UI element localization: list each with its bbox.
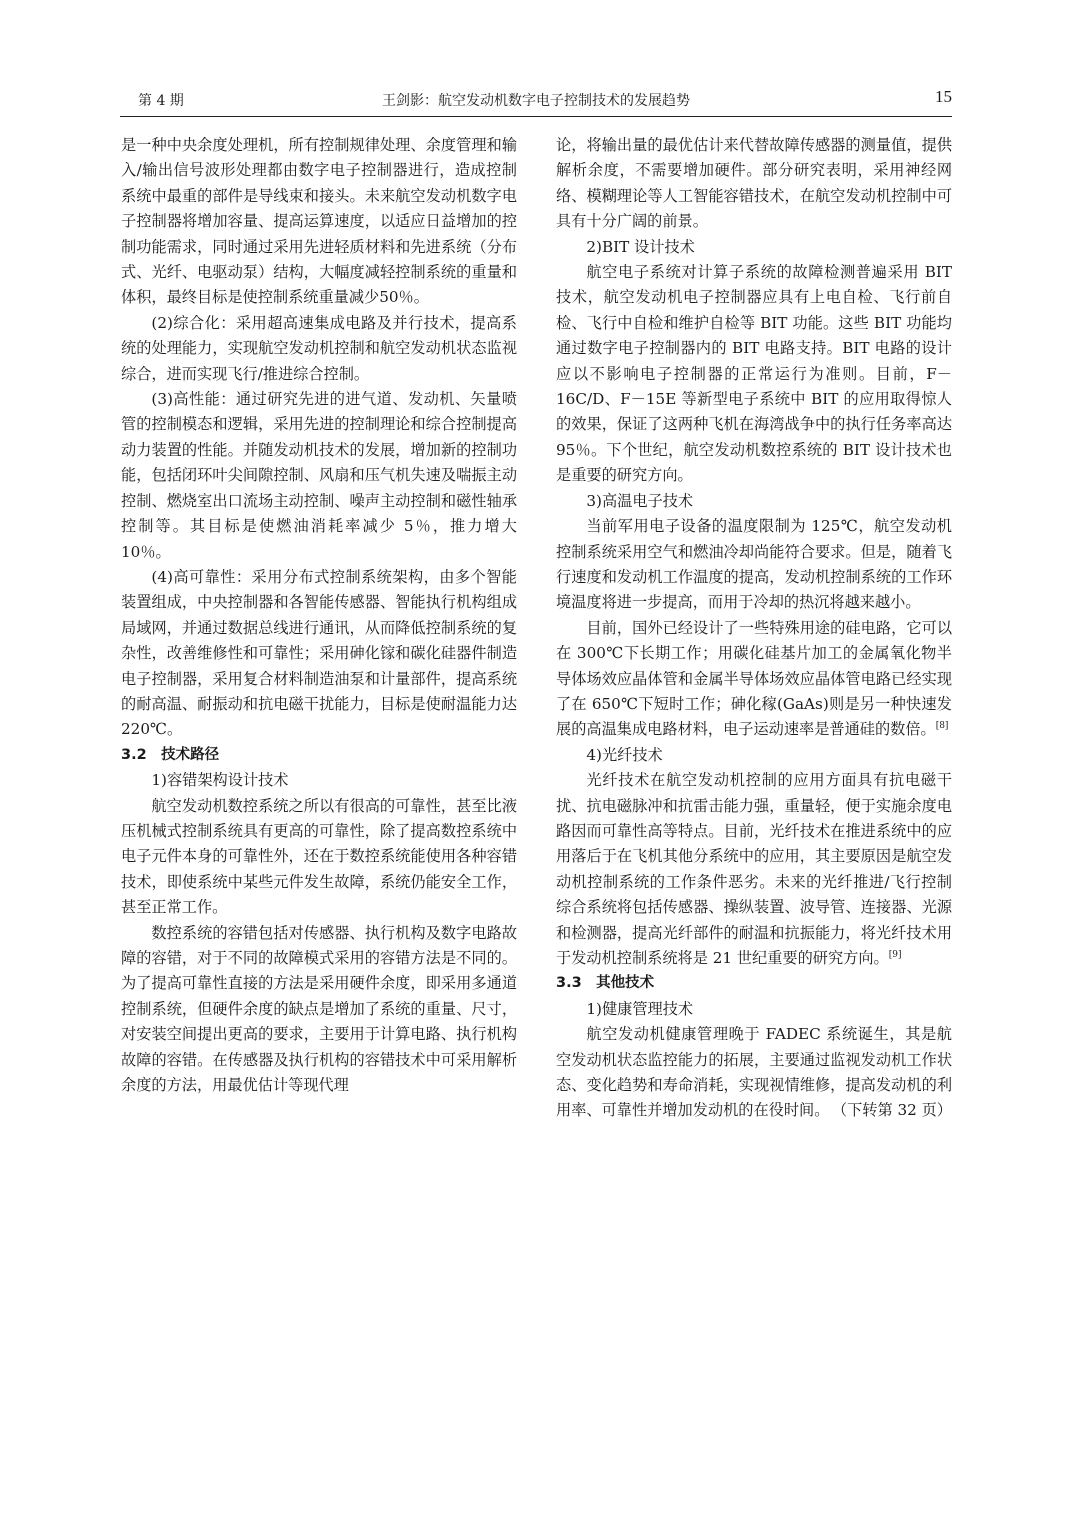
paragraph: (3)高性能：通过研究先进的进气道、发动机、矢量喷管的控制模态和逻辑，采用先进的控制理论和综合控制提高动力装置的性能。并随发动机技术的发展，增加新的控制功能，包括闭环叶尖间隙控制、风扇和压气机失速及喘振主动控制、燃烧室出口流场主动控制、噪声主动控制和磁性轴承控制等。其目标是使燃油消耗率减少 5％，推力增大 10％。	[121, 390, 517, 561]
issue-label: 第 4 期	[138, 93, 184, 109]
paragraph: (2)综合化：采用超高速集成电路及并行技术，提高系统的处理能力，实现航空发动机控制和航空发动机状态监视综合，进而实现飞行/推进综合控制。	[121, 313, 517, 383]
running-header	[120, 88, 952, 114]
subsection-heading: 4)光纤技术	[586, 745, 663, 764]
page-number: 15	[935, 87, 952, 106]
paragraph: 数控系统的容错包括对传感器、执行机构及数字电路故障的容错，对于不同的故障模式采用的容错方法是不同的。为了提高可靠性直接的方法是采用硬件余度，即采用多通道控制系统，但硬件余度的缺点是增加了系统的重量、尺寸，对安装空间提出更高的要求，主要用于计算电路、执行机构故障的容错。在传感器及执行机构的容错技术中可采用解析余度的方法，用最优估计等现代理	[121, 923, 517, 1095]
subsection-heading: 1)健康管理技术	[586, 999, 694, 1018]
header-rule	[120, 116, 952, 117]
subsection-heading: 1)容错架构设计技术	[151, 771, 289, 790]
paragraph	[556, 768, 952, 971]
paragraph: 航空发动机健康管理晚于 FADEC 系统诞生，其是航空发动机状态监控能力的拓展，主要通过监视发动机工作状态、变化趋势和寿命消耗，实现视情维修，提高发动机的利用率、可靠性并增加发动机的在役时间。	[556, 1025, 952, 1120]
paragraph-text: 目前，国外已经设计了一些特殊用途的硅电路，它可以在 300℃下长期工作；用碳化硅基片加工的金属氧化物半导体场效应晶体管和金属半导体场效应晶体管电路已经实现了在 650℃下短时工作；砷化稼(GaAs)则是另一种快速发展的高温集成电路材料，电子运动速率是普通硅的数倍。	[556, 618, 952, 739]
paragraph: 当前军用电子设备的温度限制为 125℃，航空发动机控制系统采用空气和燃油冷却尚能符合要求。但是，随着飞行速度和发动机工作温度的提高，发动机控制系统的工作环境温度将进一步提高，而用于冷却的热沉将越来越小。	[556, 517, 952, 612]
subsection-heading: 2)BIT 设计技术	[586, 237, 695, 256]
citation-ref: [8]	[935, 721, 949, 732]
paragraph: 是一种中央余度处理机，所有控制规律处理、余度管理和输入/输出信号波形处理都由数字电子控制器进行，造成控制系统中最重的部件是导线束和接头。未来航空发动机数字电子控制器将增加容量、提高运算速度，以适应日益增加的控制功能需求，同时通过采用先进轻质材料和先进系统（分布式、光纤、电驱动泵）结构，大幅度减轻控制系统的重量和体积，最终目标是使控制系统重量减少50％。	[121, 136, 517, 307]
right-column	[556, 133, 952, 1124]
section-heading-3-3: 3.3 其他技术	[556, 975, 655, 992]
paragraph: 航空电子系统对计算子系统的故障检测普遍采用 BIT 技术，航空发动机电子控制器应具有上电自检、飞行前自检、飞行中自检和维护自检等 BIT 功能。这些 BIT 功能均通过数字电子控制器内的 BIT 电路支持。BIT 电路的设计应以不影响电子控制器的正常运行为准则。目前，F－16C/D、F－15E 等新型电子系统中 BIT 的应用取得惊人的效果，保证了这两种飞机在海湾战争中的执行任务率高达 95％。下个世纪，航空发动机数控系统的 BIT 设计技术也是重要的研究方向。	[556, 263, 952, 485]
paragraph: 论，将输出量的最优估计来代替故障传感器的测量值，提供解析余度，不需要增加硬件。部分研究表明，采用神经网络、模糊理论等人工智能容错技术，在航空发动机控制中可具有十分广阔的前景。	[556, 136, 952, 231]
running-title: 王剑影：航空发动机数字电子控制技术的发展趋势	[382, 93, 690, 109]
paragraph: (4)高可靠性：采用分布式控制系统架构，由多个智能装置组成，中央控制器和各智能传感器、智能执行机构组成局域网，并通过数据总线进行通讯，从而降低控制系统的复杂性，改善维修性和可靠性；采用砷化镓和碳化硅器件制造电子控制器，采用复合材料制造油泵和计量部件，提高系统的耐高温、耐振动和抗电磁干扰能力，目标是使耐温能力达 220℃。	[121, 567, 517, 739]
paragraph-text: 光纤技术在航空发动机控制的应用方面具有抗电磁干扰、抗电磁脉冲和抗雷击能力强，重量轻，便于实施余度电路因而可靠性高等特点。目前，光纤技术在推进系统中的应用落后于在飞机其他分系统中的应用，其主要原因是航空发动机控制系统的工作条件恶劣。未来的光纤推进/飞行控制综合系统将包括传感器、操纵装置、波导管、连接器、光源和检测器，提高光纤部件的耐温和抗振能力，将光纤技术用于发动机控制系统将是 21 世纪重要的研究方向。	[556, 771, 952, 967]
section-heading-3-2: 3.2 技术路径	[121, 746, 220, 763]
citation-ref: [9]	[888, 949, 902, 960]
left-column	[121, 133, 517, 1098]
continued-note: （下转第 32 页）	[831, 1101, 952, 1120]
paragraph: 航空发动机数控系统之所以有很高的可靠性，甚至比液压机械式控制系统具有更高的可靠性，除了提高数控系统中电子元件本身的可靠性外，还在于数控系统能使用各种容错技术，即使系统中某些元件发生故障，系统仍能安全工作，甚至正常工作。	[121, 796, 517, 917]
paragraph	[556, 616, 952, 743]
subsection-heading: 3)高温电子技术	[586, 491, 694, 510]
